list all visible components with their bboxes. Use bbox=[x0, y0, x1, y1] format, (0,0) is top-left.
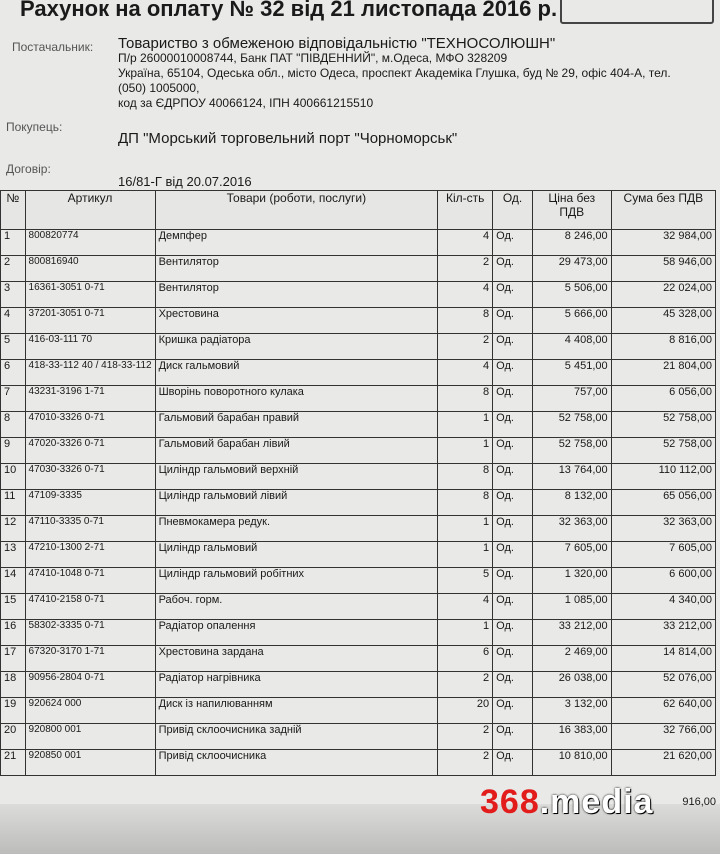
cell-unit: Од. bbox=[493, 516, 533, 542]
buyer-label: Покупець: bbox=[6, 120, 63, 134]
table-row bbox=[1, 412, 716, 438]
supplier-phone: (050) 1005000, bbox=[118, 81, 200, 95]
cell-qty: 4 bbox=[438, 360, 493, 386]
table-row bbox=[1, 464, 716, 490]
cell-unit: Од. bbox=[493, 698, 533, 724]
total-fragment: 916,00 bbox=[682, 796, 716, 808]
cell-qty: 4 bbox=[438, 282, 493, 308]
cell-goods: Циліндр гальмовий bbox=[155, 542, 438, 568]
cell-number: 9 bbox=[1, 438, 26, 464]
contract-value: 16/81-Г від 20.07.2016 bbox=[118, 174, 252, 189]
cell-unit: Од. bbox=[493, 594, 533, 620]
cell-unit: Од. bbox=[493, 620, 533, 646]
cell-unit: Од. bbox=[493, 282, 533, 308]
table-row bbox=[1, 698, 716, 724]
cell-qty: 1 bbox=[438, 516, 493, 542]
supplier-codes: код за ЄДРПОУ 40066124, ІПН 400661215510 bbox=[118, 96, 374, 110]
cell-unit: Од. bbox=[493, 334, 533, 360]
cell-article: 47210-1300 2-71 bbox=[25, 542, 155, 568]
cell-number: 19 bbox=[1, 698, 26, 724]
table-row bbox=[1, 594, 716, 620]
cell-number: 12 bbox=[1, 516, 26, 542]
cell-article: 418-33-112 40 / 418-33-112 bbox=[25, 360, 155, 386]
cell-qty: 20 bbox=[438, 698, 493, 724]
cell-number: 15 bbox=[1, 594, 26, 620]
table-row bbox=[1, 386, 716, 412]
supplier-name: Товариство з обмеженою відповідальністю "ТЕХНОСОЛЮШН" bbox=[118, 35, 556, 52]
cell-unit: Од. bbox=[493, 386, 533, 412]
table-header-row bbox=[1, 191, 716, 230]
cell-article: 16361-3051 0-71 bbox=[25, 282, 155, 308]
table-row bbox=[1, 308, 716, 334]
table-row bbox=[1, 230, 716, 256]
cell-unit: Од. bbox=[493, 360, 533, 386]
cell-sum: 33 212,00 bbox=[611, 620, 715, 646]
cell-price: 52 758,00 bbox=[532, 412, 611, 438]
cell-qty: 1 bbox=[438, 542, 493, 568]
cell-sum: 32 766,00 bbox=[611, 724, 715, 750]
cell-unit: Од. bbox=[493, 750, 533, 776]
cell-number: 7 bbox=[1, 386, 26, 412]
cell-article: 800820774 bbox=[25, 230, 155, 256]
cell-article: 47010-3326 0-71 bbox=[25, 412, 155, 438]
table-row bbox=[1, 646, 716, 672]
cell-sum: 58 946,00 bbox=[611, 256, 715, 282]
cell-number: 13 bbox=[1, 542, 26, 568]
cell-price: 757,00 bbox=[532, 386, 611, 412]
cell-sum: 4 340,00 bbox=[611, 594, 715, 620]
cell-qty: 8 bbox=[438, 464, 493, 490]
cell-price: 29 473,00 bbox=[532, 256, 611, 282]
cell-number: 3 bbox=[1, 282, 26, 308]
table-row bbox=[1, 724, 716, 750]
cell-price: 5 666,00 bbox=[532, 308, 611, 334]
watermark-logo: 368.media bbox=[480, 783, 654, 821]
cell-unit: Од. bbox=[493, 464, 533, 490]
cell-goods: Диск із напилюванням bbox=[155, 698, 438, 724]
cell-unit: Од. bbox=[493, 490, 533, 516]
cell-qty: 2 bbox=[438, 256, 493, 282]
cell-goods: Хрестовина bbox=[155, 308, 438, 334]
table-row bbox=[1, 620, 716, 646]
cell-sum: 6 600,00 bbox=[611, 568, 715, 594]
cell-price: 32 363,00 bbox=[532, 516, 611, 542]
cell-price: 5 506,00 bbox=[532, 282, 611, 308]
cell-goods: Вентилятор bbox=[155, 282, 438, 308]
cell-qty: 1 bbox=[438, 438, 493, 464]
cell-qty: 1 bbox=[438, 412, 493, 438]
cell-number: 1 bbox=[1, 230, 26, 256]
cell-sum: 7 605,00 bbox=[611, 542, 715, 568]
cell-article: 47109-3335 bbox=[25, 490, 155, 516]
cell-unit: Од. bbox=[493, 412, 533, 438]
cell-article: 47030-3326 0-71 bbox=[25, 464, 155, 490]
cell-price: 7 605,00 bbox=[532, 542, 611, 568]
cell-sum: 52 076,00 bbox=[611, 672, 715, 698]
cell-price: 13 764,00 bbox=[532, 464, 611, 490]
cell-price: 52 758,00 bbox=[532, 438, 611, 464]
cell-number: 6 bbox=[1, 360, 26, 386]
cell-goods: Диск гальмовий bbox=[155, 360, 438, 386]
cell-goods: Вентилятор bbox=[155, 256, 438, 282]
cell-sum: 65 056,00 bbox=[611, 490, 715, 516]
supplier-address: Україна, 65104, Одеська обл., місто Одеса, проспект Академіка Глушка, буд № 29, офіс 404-А, тел. bbox=[118, 66, 671, 80]
cell-goods: Радіатор нагрівника bbox=[155, 672, 438, 698]
cell-unit: Од. bbox=[493, 438, 533, 464]
col-header-sum: Сума без ПДВ bbox=[611, 191, 715, 230]
cell-unit: Од. bbox=[493, 646, 533, 672]
table-row bbox=[1, 750, 716, 776]
contract-label: Договір: bbox=[6, 162, 51, 176]
cell-price: 10 810,00 bbox=[532, 750, 611, 776]
cell-article: 43231-3196 1-71 bbox=[25, 386, 155, 412]
cell-sum: 14 814,00 bbox=[611, 646, 715, 672]
cell-qty: 2 bbox=[438, 672, 493, 698]
cell-goods: Радіатор опалення bbox=[155, 620, 438, 646]
cell-article: 37201-3051 0-71 bbox=[25, 308, 155, 334]
cell-qty: 2 bbox=[438, 724, 493, 750]
col-header-article: Артикул bbox=[25, 191, 155, 230]
items-table bbox=[0, 190, 716, 776]
cell-goods: Привід склоочисника bbox=[155, 750, 438, 776]
cell-unit: Од. bbox=[493, 256, 533, 282]
cell-goods: Шворінь поворотного кулака bbox=[155, 386, 438, 412]
supplier-block bbox=[118, 36, 698, 111]
cell-price: 8 246,00 bbox=[532, 230, 611, 256]
cell-number: 4 bbox=[1, 308, 26, 334]
cell-price: 2 469,00 bbox=[532, 646, 611, 672]
cell-price: 1 085,00 bbox=[532, 594, 611, 620]
table-row bbox=[1, 256, 716, 282]
cell-qty: 1 bbox=[438, 620, 493, 646]
table-row bbox=[1, 542, 716, 568]
buyer-name: ДП "Морський торговельний порт "Чорноморськ" bbox=[118, 130, 458, 147]
cell-goods: Пневмокамера редук. bbox=[155, 516, 438, 542]
cell-qty: 2 bbox=[438, 750, 493, 776]
cell-sum: 110 112,00 bbox=[611, 464, 715, 490]
cell-number: 16 bbox=[1, 620, 26, 646]
cell-goods: Циліндр гальмовий лівий bbox=[155, 490, 438, 516]
cell-article: 47110-3335 0-71 bbox=[25, 516, 155, 542]
cell-unit: Од. bbox=[493, 230, 533, 256]
cell-price: 1 320,00 bbox=[532, 568, 611, 594]
table-body bbox=[1, 230, 716, 776]
cell-article: 416-03-111 70 bbox=[25, 334, 155, 360]
table-row bbox=[1, 360, 716, 386]
cell-sum: 52 758,00 bbox=[611, 412, 715, 438]
cell-price: 4 408,00 bbox=[532, 334, 611, 360]
cell-unit: Од. bbox=[493, 672, 533, 698]
cell-price: 8 132,00 bbox=[532, 490, 611, 516]
cell-number: 20 bbox=[1, 724, 26, 750]
cell-sum: 21 804,00 bbox=[611, 360, 715, 386]
table-row bbox=[1, 334, 716, 360]
col-header-unit: Од. bbox=[493, 191, 533, 230]
cell-unit: Од. bbox=[493, 724, 533, 750]
cell-qty: 5 bbox=[438, 568, 493, 594]
cell-goods: Хрестовина зардана bbox=[155, 646, 438, 672]
cell-article: 58302-3335 0-71 bbox=[25, 620, 155, 646]
cell-unit: Од. bbox=[493, 308, 533, 334]
supplier-bank: П/р 26000010008744, Банк ПАТ "ПІВДЕННИЙ", м.Одеса, МФО 328209 bbox=[118, 51, 508, 65]
cell-qty: 8 bbox=[438, 308, 493, 334]
cell-goods: Циліндр гальмовий робітних bbox=[155, 568, 438, 594]
cell-goods: Рабоч. горм. bbox=[155, 594, 438, 620]
cell-number: 11 bbox=[1, 490, 26, 516]
cell-article: 920850 001 bbox=[25, 750, 155, 776]
cell-unit: Од. bbox=[493, 542, 533, 568]
cell-goods: Кришка радіатора bbox=[155, 334, 438, 360]
table-row bbox=[1, 490, 716, 516]
cell-sum: 6 056,00 bbox=[611, 386, 715, 412]
cell-number: 5 bbox=[1, 334, 26, 360]
cell-number: 14 bbox=[1, 568, 26, 594]
cell-number: 10 bbox=[1, 464, 26, 490]
cell-sum: 62 640,00 bbox=[611, 698, 715, 724]
cell-goods: Привід склоочисника задній bbox=[155, 724, 438, 750]
invoice-title: Рахунок на оплату № 32 від 21 листопада 2016 р. bbox=[20, 0, 558, 21]
cell-article: 800816940 bbox=[25, 256, 155, 282]
table-row bbox=[1, 568, 716, 594]
cell-sum: 32 363,00 bbox=[611, 516, 715, 542]
cell-sum: 32 984,00 bbox=[611, 230, 715, 256]
cell-qty: 8 bbox=[438, 386, 493, 412]
cell-price: 16 383,00 bbox=[532, 724, 611, 750]
cell-unit: Од. bbox=[493, 568, 533, 594]
table-row bbox=[1, 438, 716, 464]
cell-qty: 4 bbox=[438, 594, 493, 620]
cell-qty: 4 bbox=[438, 230, 493, 256]
cell-article: 920624 000 bbox=[25, 698, 155, 724]
cell-article: 47410-2158 0-71 bbox=[25, 594, 155, 620]
table-row bbox=[1, 516, 716, 542]
col-header-goods: Товари (роботи, послуги) bbox=[155, 191, 438, 230]
cell-article: 47020-3326 0-71 bbox=[25, 438, 155, 464]
cell-goods: Гальмовий барабан правий bbox=[155, 412, 438, 438]
cell-qty: 8 bbox=[438, 490, 493, 516]
cell-number: 17 bbox=[1, 646, 26, 672]
cell-sum: 52 758,00 bbox=[611, 438, 715, 464]
cell-sum: 21 620,00 bbox=[611, 750, 715, 776]
cell-goods: Демпфер bbox=[155, 230, 438, 256]
cell-price: 5 451,00 bbox=[532, 360, 611, 386]
cell-number: 8 bbox=[1, 412, 26, 438]
col-header-number: № bbox=[1, 191, 26, 230]
table-row bbox=[1, 282, 716, 308]
cell-qty: 6 bbox=[438, 646, 493, 672]
cell-article: 90956-2804 0-71 bbox=[25, 672, 155, 698]
cell-goods: Гальмовий барабан лівий bbox=[155, 438, 438, 464]
cell-sum: 45 328,00 bbox=[611, 308, 715, 334]
cell-price: 3 132,00 bbox=[532, 698, 611, 724]
cell-article: 67320-3170 1-71 bbox=[25, 646, 155, 672]
cell-qty: 2 bbox=[438, 334, 493, 360]
cell-number: 21 bbox=[1, 750, 26, 776]
cell-number: 2 bbox=[1, 256, 26, 282]
col-header-price: Ціна без ПДВ bbox=[532, 191, 611, 230]
cell-sum: 22 024,00 bbox=[611, 282, 715, 308]
header-box bbox=[560, 0, 714, 24]
cell-goods: Циліндр гальмовий верхній bbox=[155, 464, 438, 490]
cell-article: 920800 001 bbox=[25, 724, 155, 750]
table-row bbox=[1, 672, 716, 698]
col-header-qty: Кіл-сть bbox=[438, 191, 493, 230]
supplier-label: Постачальник: bbox=[12, 40, 94, 54]
cell-sum: 8 816,00 bbox=[611, 334, 715, 360]
cell-number: 18 bbox=[1, 672, 26, 698]
cell-price: 33 212,00 bbox=[532, 620, 611, 646]
cell-price: 26 038,00 bbox=[532, 672, 611, 698]
cell-article: 47410-1048 0-71 bbox=[25, 568, 155, 594]
